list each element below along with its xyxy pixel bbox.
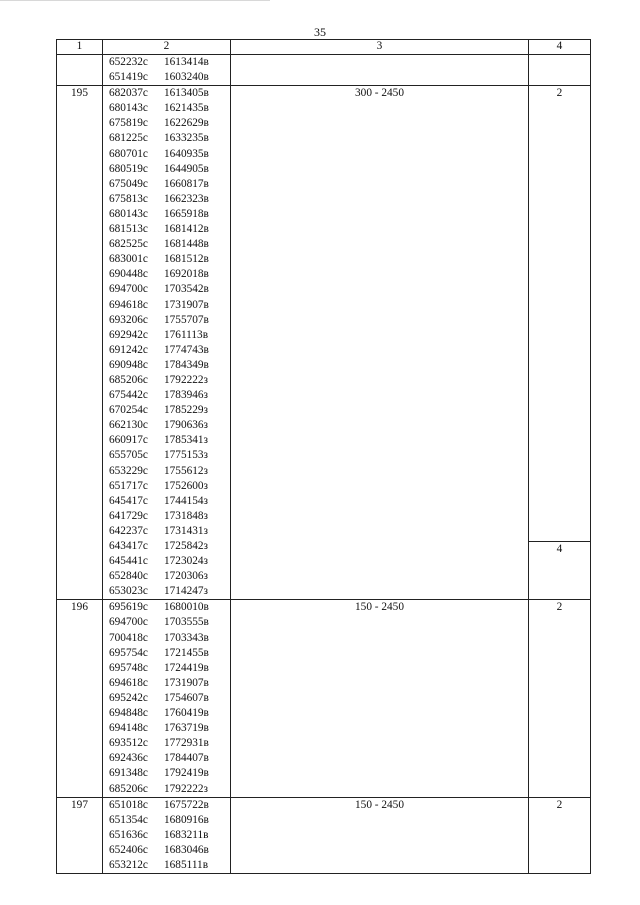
coordinate-line: [103, 631, 230, 646]
latitude-value: 681513с: [109, 223, 148, 236]
longitude-value: 1633235в: [164, 132, 209, 145]
longitude-value: 1724419в: [164, 661, 209, 674]
longitude-value: 1752600з: [164, 479, 209, 492]
longitude-value: 1792419в: [164, 767, 209, 780]
longitude-value: 1784407в: [164, 752, 209, 765]
longitude-value: 1785341з: [164, 434, 209, 447]
continuation-row: [57, 55, 591, 86]
header-row: [57, 40, 591, 55]
longitude-value: 1785229з: [164, 404, 209, 417]
coordinate-line: [103, 509, 230, 524]
coordinate-line: [103, 494, 230, 509]
longitude-value: 1754607в: [164, 691, 209, 704]
latitude-value: 675813с: [109, 192, 148, 205]
coordinate-line: [103, 298, 230, 313]
longitude-value: 1681512в: [164, 253, 209, 266]
latitude-value: 652232с: [109, 56, 148, 68]
longitude-value: 1603240в: [164, 71, 209, 84]
longitude-value: 1744154з: [164, 494, 209, 507]
coordinate-line: [103, 676, 230, 691]
latitude-value: 653212с: [109, 858, 148, 871]
zone-number-cell: 195: [57, 86, 103, 600]
zone-number-cell: 196: [57, 600, 103, 797]
depth-range-cell: 300 - 2450: [231, 86, 529, 600]
latitude-value: 682037с: [109, 87, 148, 100]
latitude-value: 653023с: [109, 585, 148, 598]
latitude-value: 643417с: [109, 540, 148, 552]
latitude-value: 695242с: [109, 691, 148, 704]
page-number: 35: [314, 25, 326, 39]
header-col-2: 2: [103, 40, 231, 55]
latitude-value: 681225с: [109, 132, 148, 145]
latitude-value: 675049с: [109, 177, 148, 190]
coordinates-cell: [103, 600, 231, 797]
latitude-value: 694848с: [109, 707, 148, 720]
longitude-value: 1613414в: [164, 56, 209, 68]
coordinate-line: [103, 222, 230, 237]
coordinate-line: [103, 813, 230, 828]
latitude-value: 662130с: [109, 419, 148, 432]
latitude-value: 685206с: [109, 782, 148, 795]
latitude-value: 680143с: [109, 207, 148, 220]
coordinate-line: [103, 691, 230, 706]
latitude-value: 680701с: [109, 147, 148, 160]
latitude-value: 691242с: [109, 343, 148, 356]
longitude-value: 1760419в: [164, 707, 209, 720]
longitude-value: 1774743в: [164, 343, 209, 356]
latitude-value: 700418с: [109, 631, 148, 644]
longitude-value: 1692018в: [164, 268, 209, 281]
coordinate-line: [103, 177, 230, 192]
coordinate-line: [103, 70, 230, 85]
coordinate-line: [103, 843, 230, 858]
coordinate-line: [103, 252, 230, 267]
coordinate-line: [103, 418, 230, 433]
coordinate-line: [103, 237, 230, 252]
coordinate-line: [103, 706, 230, 721]
longitude-value: 1714247з: [164, 585, 209, 598]
longitude-value: 1784349в: [164, 358, 209, 371]
longitude-value: 1783946з: [164, 389, 209, 402]
latitude-value: 695754с: [109, 646, 148, 659]
longitude-value: 1772931в: [164, 737, 209, 750]
top-rule: [0, 0, 270, 1]
category-value: 2: [556, 601, 563, 614]
longitude-value: 1621435в: [164, 102, 209, 115]
latitude-value: 653229с: [109, 464, 148, 477]
coordinate-line: [103, 313, 230, 328]
header-col-4: 4: [529, 40, 591, 55]
coordinate-line: [103, 131, 230, 146]
longitude-value: 1755707в: [164, 313, 209, 326]
zone-number-cell: [57, 55, 103, 86]
latitude-value: 682525с: [109, 238, 148, 251]
longitude-value: 1731907в: [164, 298, 209, 311]
coordinate-line: [103, 661, 230, 676]
latitude-value: 690948с: [109, 358, 148, 371]
coordinate-line: [103, 615, 230, 630]
coordinate-line: [103, 736, 230, 751]
latitude-value: 691348с: [109, 767, 148, 780]
latitude-value: 690448с: [109, 268, 148, 281]
longitude-value: 1775153з: [164, 449, 209, 462]
coordinate-line: [103, 343, 230, 358]
coordinate-line: [103, 479, 230, 494]
latitude-value: 693206с: [109, 313, 148, 326]
latitude-value: 660917с: [109, 434, 148, 447]
coordinate-line: [103, 721, 230, 736]
coordinate-line: [103, 464, 230, 479]
zone-row: [57, 797, 591, 873]
coordinates-cell: [103, 86, 231, 600]
category-top: 2: [529, 86, 590, 542]
latitude-value: 693512с: [109, 737, 148, 750]
latitude-value: 670254с: [109, 404, 148, 417]
coordinates-cell: [103, 797, 231, 873]
category-cell: [529, 600, 591, 797]
depth-range-cell: 150 - 2450: [231, 600, 529, 797]
longitude-value: 1685111в: [164, 858, 209, 871]
coordinate-line: [103, 116, 230, 131]
latitude-value: 651717с: [109, 479, 148, 492]
coordinates-table: [56, 39, 591, 874]
depth-range-cell: [231, 55, 529, 86]
longitude-value: 1792222з: [164, 373, 209, 386]
longitude-value: 1763719в: [164, 722, 209, 735]
longitude-value: 1644905в: [164, 162, 209, 175]
longitude-value: 1680916в: [164, 813, 209, 826]
latitude-value: 694700с: [109, 283, 148, 296]
coordinate-line: [103, 858, 230, 873]
coordinate-line: [103, 554, 230, 569]
coordinate-line: [103, 539, 230, 554]
latitude-value: 692942с: [109, 328, 148, 341]
latitude-value: 652840с: [109, 570, 148, 583]
latitude-value: 675442с: [109, 389, 148, 402]
longitude-value: 1681448в: [164, 238, 209, 251]
coordinate-line: [103, 282, 230, 297]
latitude-value: 695619с: [109, 601, 148, 614]
coordinate-line: [103, 162, 230, 177]
longitude-value: 1662323в: [164, 192, 209, 205]
coordinate-line: [103, 207, 230, 222]
category-bottom: 4: [556, 543, 563, 556]
latitude-value: 642237с: [109, 524, 148, 537]
zone-row: [57, 600, 591, 797]
longitude-value: 1731431з: [164, 524, 209, 537]
latitude-value: 694618с: [109, 298, 148, 311]
latitude-value: 685206с: [109, 373, 148, 386]
coordinate-line: [103, 448, 230, 463]
longitude-value: 1720306з: [164, 570, 209, 583]
latitude-value: 683001с: [109, 253, 148, 266]
longitude-value: 1665918в: [164, 207, 209, 220]
latitude-value: 680519с: [109, 162, 148, 175]
longitude-value: 1683046в: [164, 843, 209, 856]
header-col-3: 3: [231, 40, 529, 55]
latitude-value: 675819с: [109, 117, 148, 130]
coordinate-line: [103, 646, 230, 661]
longitude-value: 1725842з: [164, 540, 209, 552]
zone-number-cell: 197: [57, 797, 103, 873]
latitude-value: 694148с: [109, 722, 148, 735]
longitude-value: 1731848з: [164, 509, 209, 522]
longitude-value: 1683211в: [164, 828, 209, 841]
coordinate-line: [103, 782, 230, 797]
longitude-value: 1761113в: [164, 328, 209, 341]
latitude-value: 692436с: [109, 752, 148, 765]
category-cell: [529, 86, 591, 600]
coordinate-line: [103, 584, 230, 599]
category-cell: [529, 797, 591, 873]
category-value: 2: [556, 798, 563, 811]
coordinate-line: [103, 101, 230, 116]
coordinate-line: [103, 55, 230, 70]
coordinate-line: [103, 600, 230, 615]
latitude-value: 651354с: [109, 813, 148, 826]
coordinate-line: [103, 147, 230, 162]
longitude-value: 1703542в: [164, 283, 209, 296]
latitude-value: 655705с: [109, 449, 148, 462]
coordinate-line: [103, 358, 230, 373]
latitude-value: 645417с: [109, 494, 148, 507]
longitude-value: 1675722в: [164, 798, 209, 811]
coordinate-line: [103, 751, 230, 766]
longitude-value: 1731907в: [164, 676, 209, 689]
latitude-value: 641729с: [109, 509, 148, 522]
longitude-value: 1792222з: [164, 782, 209, 795]
coordinate-line: [103, 373, 230, 388]
longitude-value: 1660817в: [164, 177, 209, 190]
longitude-value: 1622629в: [164, 117, 209, 130]
coordinate-line: [103, 267, 230, 282]
latitude-value: 651636с: [109, 828, 148, 841]
latitude-value: 652406с: [109, 843, 148, 856]
longitude-value: 1613405в: [164, 87, 209, 100]
longitude-value: 1755612з: [164, 464, 209, 477]
longitude-value: 1681412в: [164, 223, 209, 236]
longitude-value: 1703555в: [164, 616, 209, 629]
latitude-value: 651419с: [109, 71, 148, 84]
coordinate-line: [103, 433, 230, 448]
depth-range-cell: 150 - 2450: [231, 797, 529, 873]
category-cell: [529, 55, 591, 86]
longitude-value: 1640935в: [164, 147, 209, 160]
header-col-1: 1: [57, 40, 103, 55]
longitude-value: 1723024з: [164, 555, 209, 568]
coordinate-line: [103, 328, 230, 343]
coordinates-cell: [103, 55, 231, 86]
coordinate-line: [103, 388, 230, 403]
longitude-value: 1721455в: [164, 646, 209, 659]
coordinate-line: [103, 192, 230, 207]
zone-row: [57, 86, 591, 600]
coordinate-line: [103, 828, 230, 843]
longitude-value: 1703343в: [164, 631, 209, 644]
coordinate-line: [103, 403, 230, 418]
latitude-value: 695748с: [109, 661, 148, 674]
coordinate-line: [103, 766, 230, 781]
longitude-value: 1790636з: [164, 419, 209, 432]
latitude-value: 645441с: [109, 555, 148, 568]
coordinate-line: [103, 86, 230, 101]
longitude-value: 1680010в: [164, 601, 209, 614]
coordinate-line: [103, 569, 230, 584]
latitude-value: 694618с: [109, 676, 148, 689]
latitude-value: 680143с: [109, 102, 148, 115]
latitude-value: 651018с: [109, 798, 148, 811]
coordinate-line: [103, 524, 230, 539]
latitude-value: 694700с: [109, 616, 148, 629]
coordinate-line: [103, 798, 230, 813]
